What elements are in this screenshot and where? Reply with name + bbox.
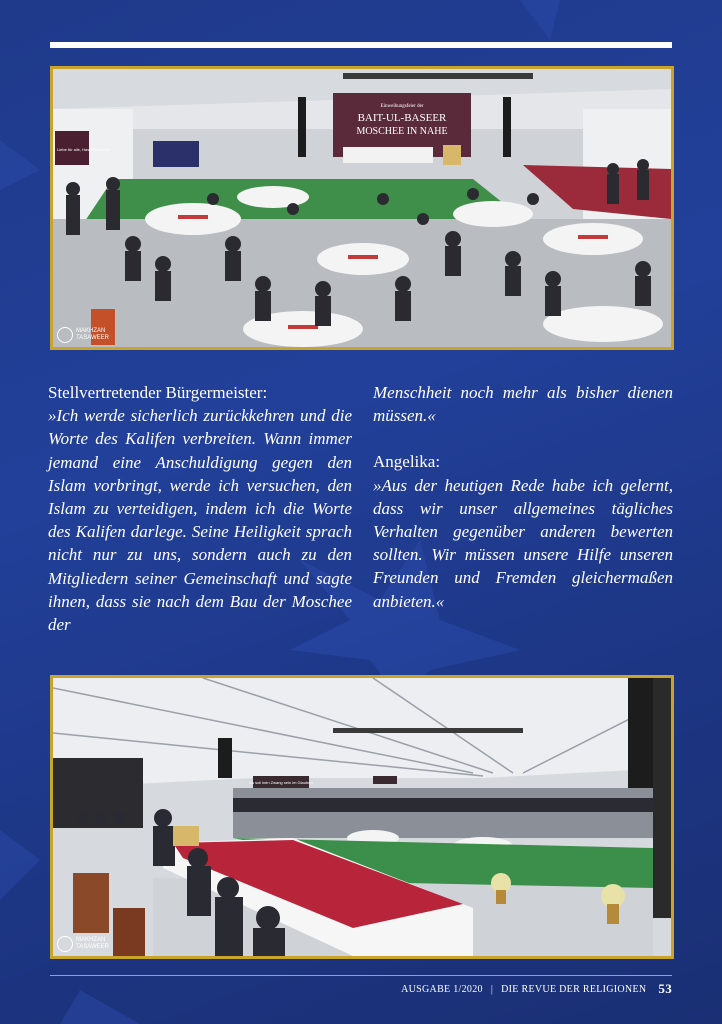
page-number: 53 <box>658 981 672 996</box>
logo-text <box>76 937 109 951</box>
hall-photo-drawing <box>53 69 671 347</box>
speaker2-heading: Angelika: <box>373 452 441 472</box>
star-shape <box>520 0 560 40</box>
star-shape <box>0 140 40 190</box>
speaker1-quote-continued: Menschheit noch mehr als bisher dienen müssen.« <box>373 383 673 426</box>
publication-name: DIE REVUE DER RELIGIONEN <box>501 983 647 995</box>
wall-sign-text: Liebe für alle, Hass für keinen <box>57 147 110 152</box>
hall-sign-text: Es soll kein Zwang sein im Glauben <box>249 780 313 785</box>
banner-title: BAIT-UL-BASEER <box>357 112 447 124</box>
logo-line2: TASAWEER <box>76 335 110 341</box>
article-column-right <box>373 381 673 613</box>
speaker1-quote: »Ich werde sicherlich zurückkehren und die Worte des Kalifen verbreiten. Wann immer jemand eine Anschuldigung gegen den Islam vorbringt, werde ich versuchen, den Islam zu verteidigen, indem ich die Worte des Kalifen darlege. Seine Heiligkeit sprach nicht nur zu uns, sondern auch zu den Mitgliedern seiner Gemeinschaft und sagte ihnen, dass sie nach dem Bau der Moschee der <box>48 406 352 635</box>
photo-credit-logo <box>57 327 109 343</box>
logo-emblem-icon <box>57 936 73 952</box>
page-footer <box>401 981 672 997</box>
issue-label: AUSGABE 1/2020 <box>401 983 483 995</box>
logo-line1: MAKHZAN <box>76 328 106 334</box>
speaker1-heading: Stellvertretender Bürgermeister: <box>48 383 268 402</box>
logo-text <box>76 328 109 342</box>
article-column-left <box>48 381 352 636</box>
video-screen <box>153 141 199 167</box>
banner-subtitle: MOSCHEE IN NAHE <box>356 126 448 137</box>
banquet-photo-drawing <box>53 678 671 956</box>
photo-inauguration-hall <box>50 66 674 350</box>
logo-line2: TASAWEER <box>76 944 110 950</box>
logo-line1: MAKHZAN <box>76 937 106 943</box>
photo-banquet-hall <box>50 675 674 959</box>
star-shape <box>0 830 40 900</box>
speaker2-quote: »Aus der heutigen Rede habe ich gelernt, dass wir unser allgemeines tägliches Verhalten gegenüber anderen bewerten sollten. Wir müssen unsere Hilfe unseren Freunden und Fremden gleichermaßen anbieten.« <box>373 475 673 611</box>
paragraph-gap <box>373 427 673 450</box>
logo-emblem-icon <box>57 327 73 343</box>
top-rule <box>50 42 672 48</box>
banner-line1: Einweihungsfeier der <box>380 104 424 109</box>
photo-credit-logo <box>57 936 109 952</box>
star-shape <box>60 990 140 1024</box>
footer-rule <box>50 975 672 976</box>
footer-separator: | <box>490 983 494 995</box>
